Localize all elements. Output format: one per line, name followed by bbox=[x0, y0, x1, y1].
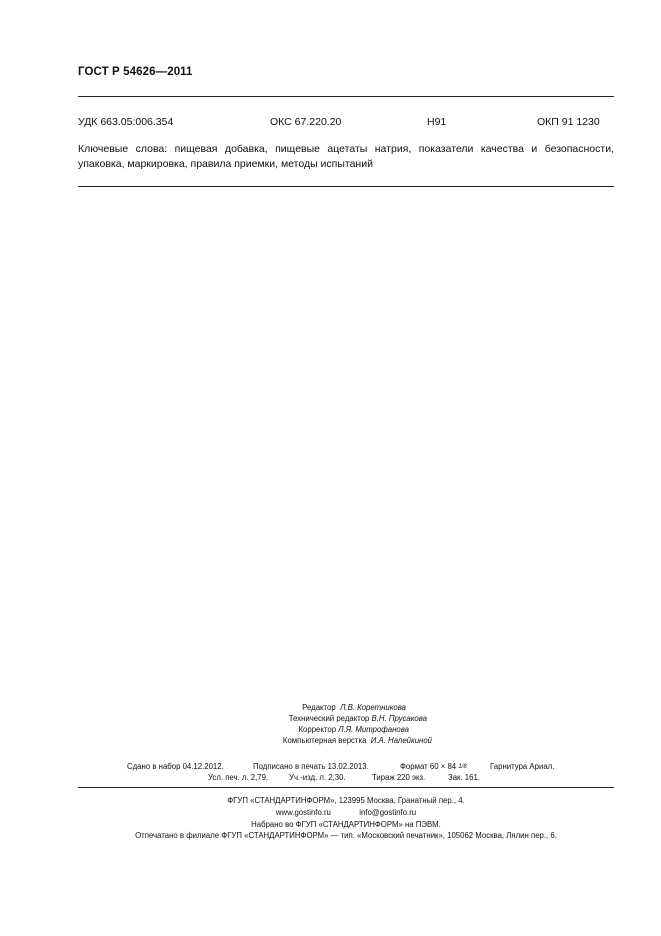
corrector-label: Корректор bbox=[298, 725, 337, 734]
okp-code: ОКП 91 1230 bbox=[537, 116, 600, 128]
oks-code: ОКС 67.220.20 bbox=[270, 116, 342, 128]
typeset-note: Набрано во ФГУП «СТАНДАРТИНФОРМ» на ПЭВМ. bbox=[251, 820, 441, 829]
keywords bbox=[78, 142, 614, 172]
header-divider bbox=[78, 96, 614, 97]
credits-block bbox=[200, 702, 500, 746]
circulation: Тираж 220 экз. bbox=[372, 773, 426, 782]
tech-editor-label: Технический редактор bbox=[288, 714, 370, 723]
printed-note: Отпечатано в филиале ФГУП «СТАНДАРТИНФОРМ» — тип. «Московский печатник», 105062 Москва, Лялин пер., 6. bbox=[135, 831, 557, 840]
contacts-row bbox=[78, 807, 614, 819]
udk-code: УДК 663.05:006.354 bbox=[78, 116, 174, 128]
print-sheets: Усл. печ. л. 2,79. bbox=[208, 773, 269, 782]
format-times: × bbox=[440, 762, 446, 771]
keywords-divider bbox=[78, 186, 614, 187]
editor-name: Л.В. Коретникова bbox=[340, 703, 406, 712]
signed-date: Подписано в печать 13.02.2013. bbox=[253, 762, 369, 771]
layout-row bbox=[200, 735, 500, 746]
submitted-date: Сдано в набор 04.12.2012. bbox=[127, 762, 224, 771]
standard-number: ГОСТ Р 54626—2011 bbox=[78, 66, 193, 78]
corrector-row bbox=[200, 724, 500, 735]
format bbox=[400, 762, 467, 771]
format-value: 84 bbox=[447, 762, 457, 771]
tech-editor-name: В.Н. Прусакова bbox=[371, 714, 427, 723]
website-link[interactable]: www.gostinfo.ru bbox=[275, 808, 331, 817]
layout-name: И.А. Налейкиной bbox=[370, 736, 432, 745]
publishing-sheets: Уч.-изд. л. 2,30. bbox=[289, 773, 346, 782]
publisher-address: ФГУП «СТАНДАРТИНФОРМ», 123995 Москва, Гранатный пер., 4. bbox=[227, 796, 465, 805]
keywords-line-2: упаковка, маркировка, правила приемки, методы испытаний bbox=[78, 158, 373, 170]
editor-row bbox=[200, 702, 500, 713]
editor-label: Редактор bbox=[302, 703, 336, 712]
footer-divider bbox=[78, 787, 614, 788]
order-number: Зак. 161. bbox=[448, 773, 480, 782]
email-link[interactable]: info@gostinfo.ru bbox=[359, 808, 417, 817]
keywords-line-1: Ключевые слова: пищевая добавка, пищевые ацетаты натрия, показатели качества и безопасности, bbox=[78, 143, 614, 155]
tech-editor-row bbox=[200, 713, 500, 724]
format-fraction: 1/8 bbox=[458, 764, 467, 770]
layout-label: Компьютерная верстка bbox=[282, 736, 367, 745]
category-code: Н91 bbox=[427, 116, 447, 128]
format-label: Формат 60 bbox=[400, 762, 439, 771]
typeface: Гарнитура Ариал. bbox=[490, 762, 555, 771]
corrector-name: Л.Я. Митрофанова bbox=[338, 725, 409, 734]
